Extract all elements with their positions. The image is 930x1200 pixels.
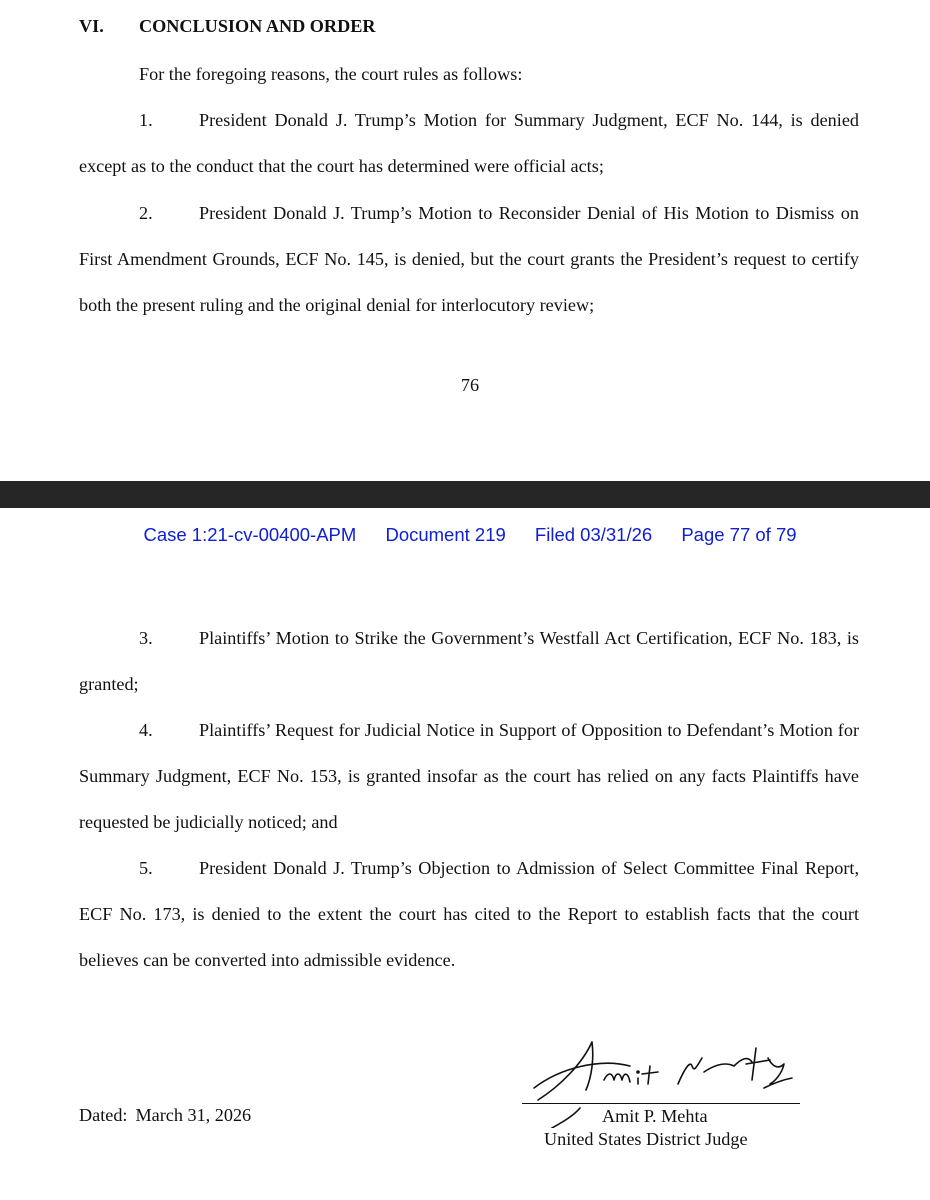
- order-number: 3.: [139, 628, 153, 648]
- order-text: President Donald J. Trump’s Motion for Summary Judgment, ECF No. 144, is denied except as to the conduct that the court has determined were official acts;: [79, 110, 859, 176]
- dated-label: Dated:: [79, 1105, 128, 1125]
- signature-line: [522, 1103, 800, 1104]
- order-item-5: [79, 845, 859, 983]
- order-text: Plaintiffs’ Motion to Strike the Government’s Westfall Act Certification, ECF No. 183, is granted;: [79, 628, 859, 694]
- judge-title: United States District Judge: [544, 1129, 748, 1149]
- order-text: Plaintiffs’ Request for Judicial Notice in Support of Opposition to Defendant’s Motion for Summary Judgment, ECF No. 153, is granted insofar as the court has relied on any facts Plaintiffs have requested be judicially noticed; and: [79, 720, 859, 832]
- order-number: 4.: [139, 720, 153, 740]
- dated-line: [79, 1105, 251, 1126]
- page-77: [0, 508, 930, 1200]
- page-76: [0, 0, 930, 481]
- dated-value: March 31, 2026: [135, 1105, 252, 1125]
- ecf-page-count: Page 77 of 79: [681, 524, 797, 545]
- ecf-header: [0, 524, 930, 546]
- page-number: 76: [460, 375, 480, 395]
- order-item-4: [79, 707, 859, 845]
- ecf-document-number: Document 219: [385, 524, 506, 545]
- order-text: President Donald J. Trump’s Motion to Reconsider Denial of His Motion to Dismiss on First Amendment Grounds, ECF No. 145, is denied, but the court grants the President’s request to certify both the present ruling and the original denial for interlocutory review;: [79, 203, 859, 315]
- intro-paragraph: For the foregoing reasons, the court rules as follows:: [139, 64, 523, 84]
- section-number: VI.: [79, 16, 104, 36]
- judge-name: Amit P. Mehta: [602, 1106, 708, 1126]
- page-divider: [0, 481, 930, 508]
- section-title: CONCLUSION AND ORDER: [139, 16, 376, 36]
- ecf-case-number: Case 1:21-cv-00400-APM: [143, 524, 357, 545]
- section-heading: [79, 16, 375, 37]
- ecf-filed-date: Filed 03/31/26: [534, 524, 653, 545]
- order-item-3: [79, 615, 859, 707]
- order-item-1: [79, 97, 859, 189]
- order-number: 5.: [139, 858, 153, 878]
- order-text: President Donald J. Trump’s Objection to Admission of Select Committee Final Report, ECF No. 173, is denied to the extent the court has cited to the Report to establish facts that the court believes can be converted into admissible evidence.: [79, 858, 859, 970]
- order-item-2: [79, 190, 859, 328]
- signature-block: [520, 1028, 810, 1188]
- order-number: 1.: [139, 110, 153, 130]
- order-number: 2.: [139, 203, 153, 223]
